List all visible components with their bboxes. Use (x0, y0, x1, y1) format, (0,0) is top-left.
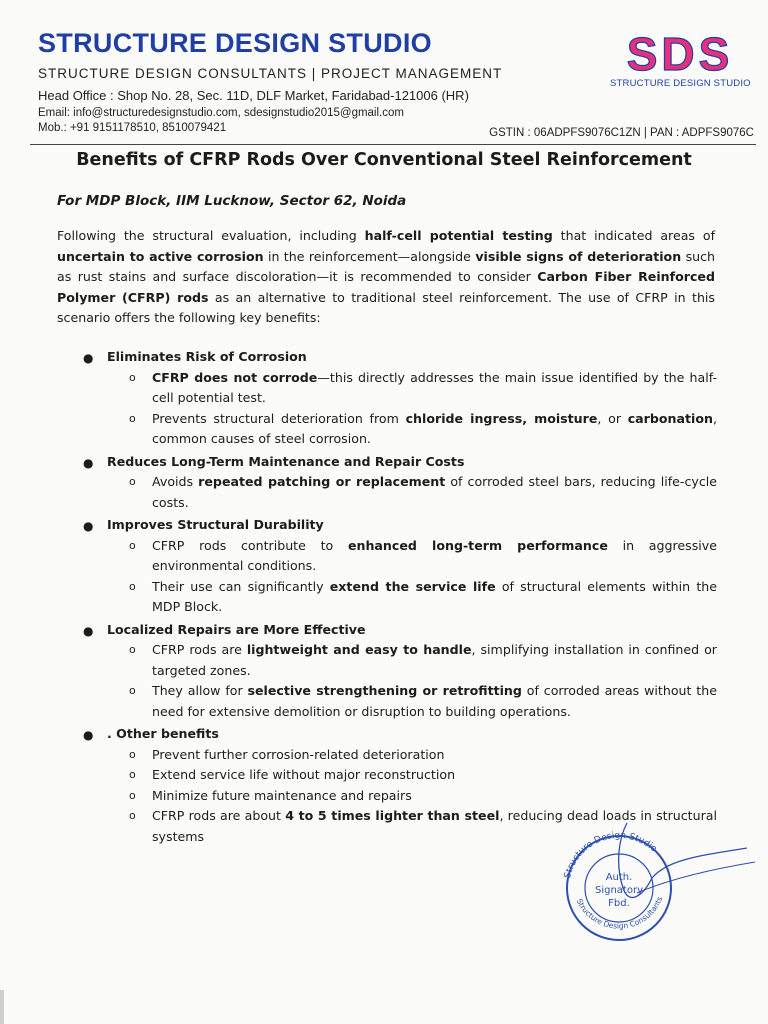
logo-caption: STRUCTURE DESIGN STUDIO (610, 78, 751, 89)
sub-bullet-icon: o (129, 643, 136, 656)
text-run: Following the structural evaluation, including (57, 228, 365, 243)
text-run: as an alternative to traditional steel reinforcement. The use of CFRP in this scenario offers the following key benefits: (57, 289, 715, 325)
benefit-heading: Reduces Long-Term Maintenance and Repair Costs (107, 453, 465, 469)
benefit-point (57, 409, 717, 450)
sub-bullet-icon: o (129, 579, 136, 593)
bullet-icon: ● (83, 351, 94, 365)
company-name: STRUCTURE DESIGN STUDIO (38, 28, 432, 58)
benefit-heading: . Other benefits (107, 726, 219, 741)
sub-bullet-icon: o (129, 684, 136, 697)
sub-bullet-icon: o (129, 538, 136, 552)
project-subtitle: For MDP Block, IIM Lucknow, Sector 62, Noida (57, 193, 407, 209)
benefit-heading: Improves Structural Durability (107, 517, 324, 532)
text-run: Extend service life without major reconstruction (152, 767, 456, 782)
sub-bullet-icon: o (129, 747, 136, 761)
text-run: of corroded steel bars, reducing life-cycle costs. (152, 474, 718, 510)
bold-text: Carbon Fiber Reinforced Polymer (CFRP) rods (57, 269, 715, 305)
benefit-point (57, 681, 717, 722)
bold-text: chloride ingress, moisture (405, 410, 598, 426)
text-run: Prevent further corrosion-related deterioration (152, 746, 445, 762)
bold-text: 4 to 5 times lighter than steel (285, 808, 500, 823)
text-run: —this directly addresses the main issue identified by the half-cell potential test. (152, 369, 717, 405)
benefit-point (57, 640, 717, 681)
benefit-item (57, 452, 717, 514)
bullet-icon: ● (83, 519, 94, 533)
sub-bullet-icon: o (129, 475, 136, 488)
bullet-icon: ● (83, 455, 94, 470)
bullet-icon: ● (83, 728, 94, 742)
text-run: , common causes of steel corrosion. (152, 410, 717, 446)
stamp-ring-text: Structure Design Studio (563, 830, 659, 880)
head-office-address: Head Office : Shop No. 28, Sec. 11D, DLF Market, Faridabad-121006 (HR) (38, 88, 469, 103)
bold-text: extend the service life (329, 578, 496, 594)
bold-text: selective strengthening or retrofitting (247, 683, 522, 698)
benefit-point (57, 745, 717, 766)
benefit-heading: Localized Repairs are More Effective (107, 621, 366, 637)
bold-text: CFRP does not corrode (152, 369, 318, 385)
sub-bullet-icon: o (129, 809, 136, 822)
text-run: of corroded areas without the need for extensive demolition or disruption to building operations. (152, 683, 717, 719)
text-run: , or (597, 410, 628, 426)
benefit-point (57, 786, 717, 807)
bold-text: carbonation (627, 410, 713, 426)
benefit-point (57, 577, 717, 618)
email-line: Email: info@structuredesignstudio.com, sdesignstudio2015@gmail.com (38, 107, 404, 119)
text-run: Prevents structural deterioration from (152, 410, 406, 426)
text-run: Minimize future maintenance and repairs (152, 787, 412, 803)
bullet-icon: ● (83, 623, 94, 638)
stamp-line-3: Fbd. (608, 898, 630, 909)
text-run: CFRP rods are (152, 642, 247, 657)
intro-paragraph (57, 226, 715, 329)
benefit-points (57, 640, 717, 722)
benefit-point (57, 765, 717, 786)
bold-text: repeated patching or replacement (198, 474, 446, 489)
logo-text: SDS (626, 30, 734, 80)
text-run: of structural elements within the MDP Block. (152, 578, 717, 614)
mobile-line: Mob.: +91 9151178510, 8510079421 (38, 122, 227, 134)
text-run: Their use can significantly (152, 578, 330, 594)
benefits-list (57, 345, 717, 847)
text-run: such as rust stains and surface discoloration—it is recommended to consider (57, 248, 716, 284)
sub-bullet-icon: o (129, 411, 136, 425)
authorised-signatory-stamp (557, 818, 757, 948)
bold-text: half-cell potential testing (364, 228, 553, 243)
stamp-line-1: Auth. (605, 872, 633, 883)
text-run: , simplifying installation in confined or targeted zones. (152, 642, 717, 678)
stamp-ring-text-bottom: Structure Design Consultants (574, 895, 665, 931)
benefit-points (57, 368, 717, 450)
bold-text: enhanced long-term performance (347, 537, 608, 553)
header-divider (30, 144, 756, 145)
sub-bullet-icon: o (129, 370, 136, 384)
benefit-points (57, 536, 717, 618)
text-run: in the reinforcement—alongside (263, 248, 476, 264)
benefit-point (57, 536, 717, 577)
text-run: CFRP rods are about (152, 808, 286, 823)
sub-bullet-icon: o (129, 788, 136, 802)
text-run: CFRP rods contribute to (152, 537, 348, 553)
text-run: that indicated areas of (552, 228, 715, 243)
bold-text: visible signs of deterioration (475, 248, 682, 264)
text-run: They allow for (152, 683, 248, 698)
text-run: , reducing dead loads in structural systems (152, 808, 717, 844)
bold-text: lightweight and easy to handle (246, 642, 472, 657)
company-tagline: STRUCTURE DESIGN CONSULTANTS | PROJECT MANAGEMENT (38, 66, 503, 81)
benefit-item (57, 620, 717, 723)
text-run: Avoids (152, 474, 199, 489)
page-edge-shadow (0, 990, 4, 1024)
bold-text: uncertain to active corrosion (57, 248, 264, 264)
benefit-item (57, 515, 717, 618)
benefit-item (57, 347, 717, 450)
document-title: Benefits of CFRP Rods Over Conventional Steel Reinforcement (76, 150, 692, 170)
benefit-heading: Eliminates Risk of Corrosion (107, 349, 307, 364)
benefit-points (57, 472, 717, 513)
benefit-point (57, 368, 717, 409)
stamp-line-2: Signatory (594, 885, 644, 896)
gstin-pan: GSTIN : 06ADPFS9076C1ZN | PAN : ADPFS9076C (489, 127, 754, 139)
text-run: in aggressive environmental conditions. (152, 537, 717, 573)
signature-underline (637, 862, 755, 893)
benefit-point (57, 472, 717, 513)
sub-bullet-icon: o (129, 768, 136, 781)
